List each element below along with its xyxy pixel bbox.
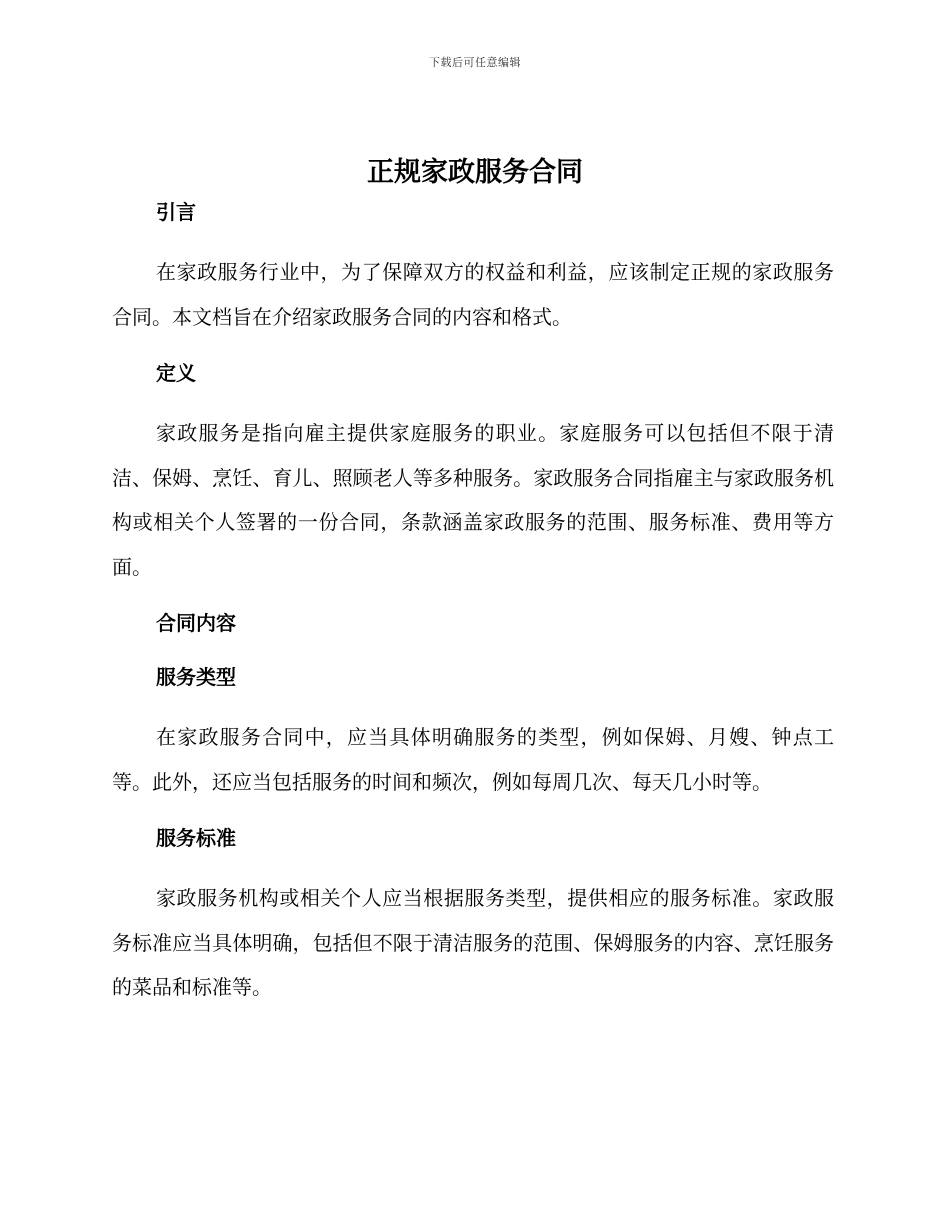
section-heading-definition: 定义 bbox=[156, 361, 196, 385]
section-heading-service-type: 服务类型 bbox=[156, 665, 236, 689]
section-heading-service-standard: 服务标准 bbox=[156, 826, 236, 850]
paragraph-service-standard: 家政服务机构或相关个人应当根据服务类型，提供相应的服务标准。家政服务标准应当具体明确，包括但不限于清洁服务的范围、保姆服务的内容、烹饪服务的菜品和标准等。 bbox=[112, 886, 834, 999]
paragraph-definition: 家政服务是指向雇主提供家庭服务的职业。家庭服务可以包括但不限于清洁、保姆、烹饪、育儿、照顾老人等多种服务。家政服务合同指雇主与家政服务机构或相关个人签署的一份合同，条款涵盖家政服务的范围、服务标准、费用等方面。 bbox=[112, 421, 834, 579]
document-body bbox=[112, 196, 834, 1010]
section-heading-contract-content: 合同内容 bbox=[156, 611, 236, 635]
section-heading-introduction: 引言 bbox=[156, 200, 196, 224]
header-note: 下载后可任意编辑 bbox=[429, 56, 521, 69]
paragraph-service-type: 在家政服务合同中，应当具体明确服务的类型，例如保姆、月嫂、钟点工等。此外，还应当包括服务的时间和频次，例如每周几次、每天几小时等。 bbox=[112, 725, 834, 794]
paragraph-introduction: 在家政服务行业中，为了保障双方的权益和利益，应该制定正规的家政服务合同。本文档旨在介绍家政服务合同的内容和格式。 bbox=[112, 260, 834, 329]
document-title: 正规家政服务合同 bbox=[367, 157, 583, 188]
